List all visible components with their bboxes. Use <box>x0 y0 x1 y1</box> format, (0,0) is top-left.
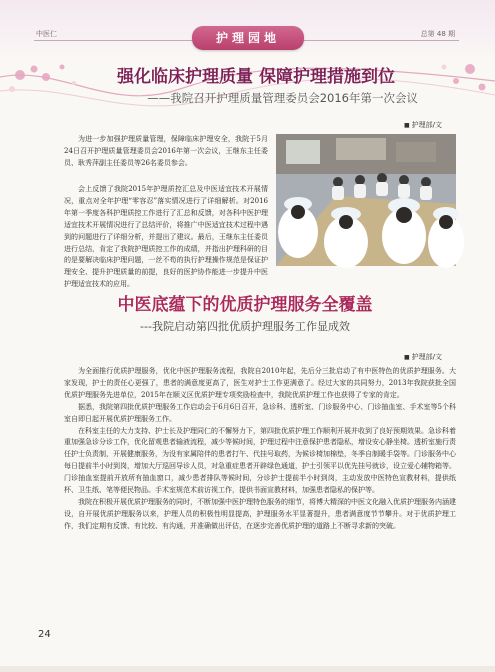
page-header <box>0 0 495 62</box>
article1-byline: ■ 护理部/文 <box>404 120 442 130</box>
section-badge: 护理园地 <box>192 26 304 50</box>
footer-band <box>0 666 495 672</box>
issue-number: 总第 48 期 <box>420 30 455 38</box>
article2-body <box>64 366 456 533</box>
article1-title: 强化临床护理质量 保障护理措施到位 <box>117 67 395 87</box>
article2-paragraph: 据悉，我院第四批优质护理服务工作启动会于6月6日召开，急诊科、透析室、门诊服务中心、门诊抽血室、手术室等5个科室自即日起开展优质护理服务工作。 <box>64 402 456 423</box>
article2-byline: ■ 护理部/文 <box>404 352 442 362</box>
article2-paragraph: 在科室主任的大力支持、护士长及护理同仁的不懈努力下，第四批优质护理工作顺利开展并收到了良好预期效果。急诊科着重加强急诊分诊工作，优化留观患者输液流程，减少等候时间，护理过程中注意保护患者隐私，增设安心静坐椅。透析室施行责任护士负责制，开展健康服务，为没有家属陪伴的患者打午、代挂号取药，为候诊椅加棉垫，冬季自制暖手袋等。门诊服务中心每日提前半小时到岗，增加大厅巡回导诊人员，对急重症患者开辟绿色通道，护士引领平以优先挂号就诊，设立爱心辅物箱等。门诊抽血室提前开放所有抽血窗口，减少患者排队等候时间，分诊护士提前半小时到岗，主动发放中医特色宣教材料，提供纸杯、卫生纸、笔等便民物品。手术室规范术前访视工作，提供书面宣教材料，加强患者隐私的保护等。 <box>64 426 456 495</box>
article2-subtitle: ---我院启动第四批优质护理服务工作显成效 <box>140 320 350 333</box>
article1-paragraph: 会上反馈了我院2015年护理质控汇总及中医适宜技术开展情况，重点对全年护理“零容忍”落实情况进行了详细解析。对2016年第一季度各科护理质控工作进行了汇总和反馈，对各科中医护理适宜技术开展情况进行了总结评价，将推广中医适宜技术过程中遇到的问题进行了详细分析，并提出了建议。最后，王继东主任委员进行总结，肯定了我院护理质控工作的成绩，并指出护理科研的目的是要解决临床护理问题，一丝不苟的执行护理操作规范是保证护理安全、提升护理质量的前提，良好的医护协作能进一步提升中医护理适宜技术的应用。 <box>64 185 268 289</box>
article1-body-left-2 <box>64 184 268 289</box>
article1-subtitle: ——我院召开护理质量管理委员会2016年第一次会议 <box>147 91 418 105</box>
page-number: 24 <box>38 629 51 640</box>
article2-paragraph: 我院在积极开展优质护理服务的同时，不断加强中医护理特色服务的细节，将博大精深的中医文化融入优质护理服务内涵建设，自开展优质护理服务以来，护理人员的积极性明显提高，护理服务水平显著提升，患者满意度节节攀升。对于优质护理工作，我们定期有反馈、有比较、有沟通，并准确做出评估，在逐步完善优质护理的道路上不断寻求新的突破。 <box>64 497 456 530</box>
article1-paragraph: 为进一步加强护理质量管理，保障临床护理安全，我院于5月24日召开护理质量管理委员会2016年第一次会议，王继东主任委员、耿秀萍副主任委员等26名委员参会。 <box>64 135 268 167</box>
article2-title: 中医底蕴下的优质护理服务全覆盖 <box>117 295 373 315</box>
article1-body-left <box>64 134 268 170</box>
article2-paragraph: 为全面推行优质护理服务，优化中医护理服务流程，我院自2010年起，先后分三批启动了有中医特色的优质护理服务。大家发现，护士的责任心更强了，患者的满意度更高了，医生对护士工作更满意了。经过大家的共同努力，2013年我院获批全国优质护理服务先进单位，2015年在顺义区优质护理专项奖励检查中，我院优质护理工作也获得了专家的肯定。 <box>64 367 456 399</box>
journal-name: 中医仁 <box>36 30 57 38</box>
meeting-photo <box>276 134 456 266</box>
meeting-photo-illustration <box>276 134 456 266</box>
